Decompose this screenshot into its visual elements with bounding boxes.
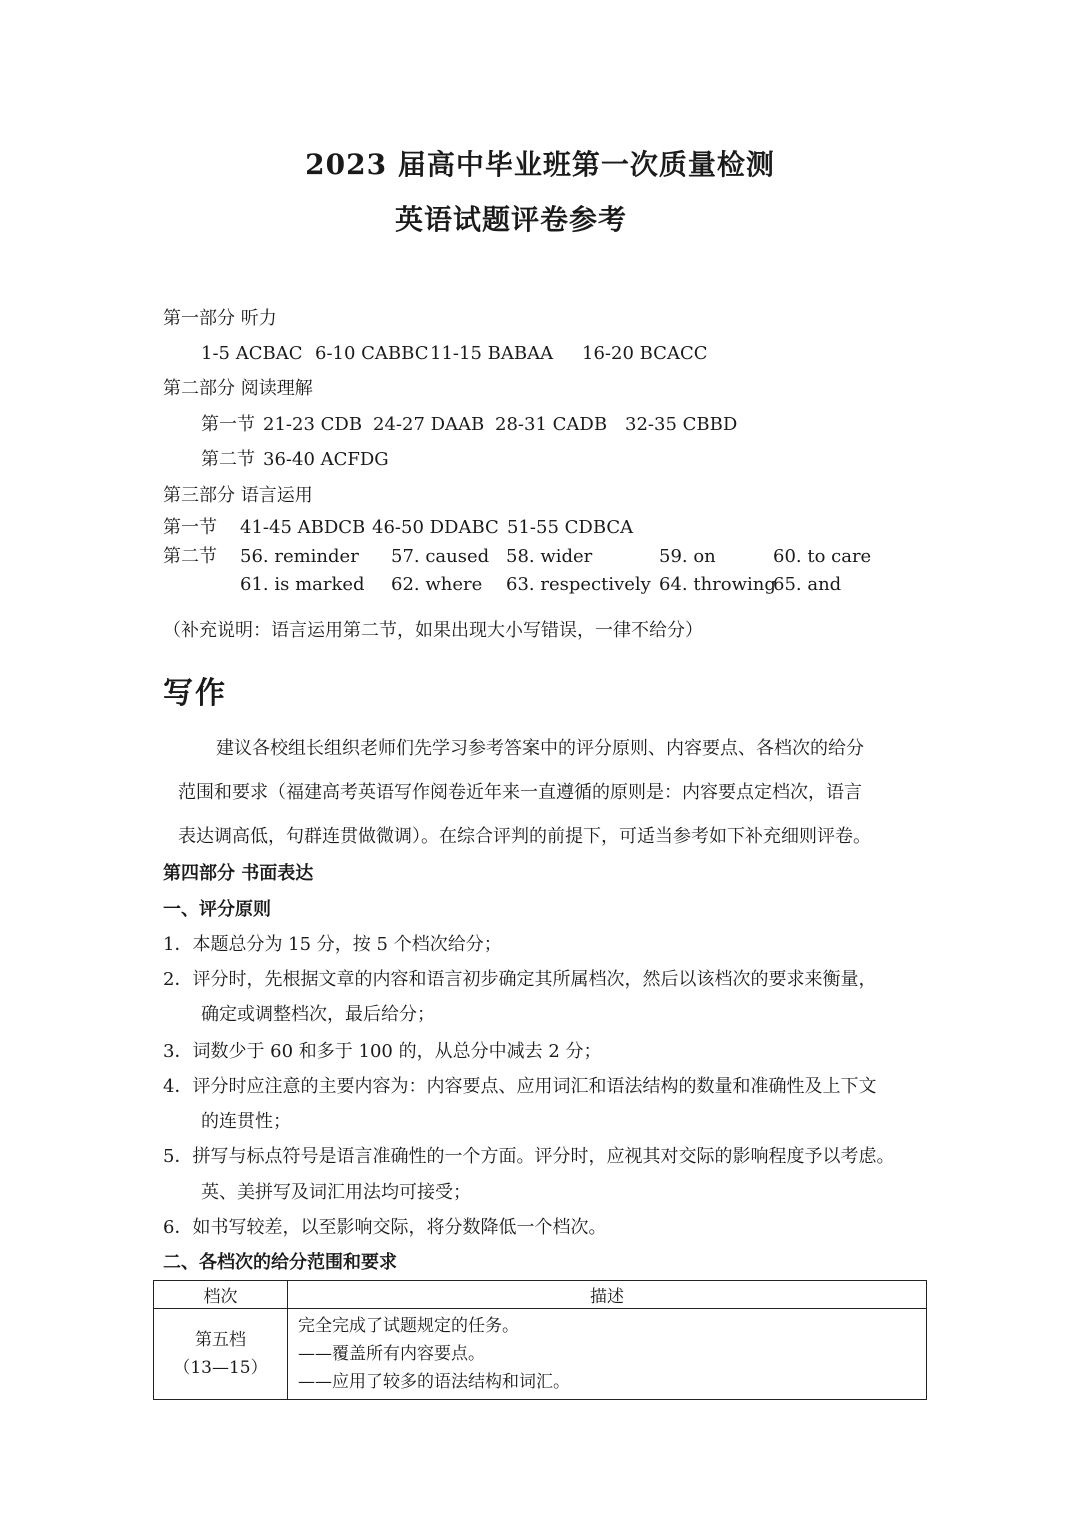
principle-item: 1．本题总分为 15 分，按 5 个档次给分； — [163, 934, 502, 955]
ranges-heading: 二、各档次的给分范围和要求 — [163, 1252, 397, 1273]
desc-line: ——覆盖所有内容要点。 — [298, 1344, 485, 1364]
part3-heading: 第三部分 语言运用 — [163, 485, 313, 506]
part3-answer: 61. is marked — [240, 574, 365, 595]
table-cell-level — [154, 1309, 288, 1400]
principle-item-cont: 的连贯性； — [201, 1111, 291, 1132]
part3-answer: 62. where — [391, 574, 483, 595]
part3-answer: 57. caused — [391, 546, 490, 567]
writing-intro-line: 建议各校组长组织老师们先学习参考答案中的评分原则、内容要点、各档次的给分 — [216, 738, 864, 759]
part2-answer: 32-35 CBBD — [625, 414, 738, 435]
part3-answer: 51-55 CDBCA — [507, 517, 634, 538]
part3-answer: 41-45 ABDCB — [240, 517, 366, 538]
level-range: （13—15） — [173, 1358, 268, 1378]
part1-answer: 1-5 ACBAC — [201, 343, 303, 364]
part1-heading: 第一部分 听力 — [163, 308, 277, 329]
part2-answer: 24-27 DAAB — [373, 414, 485, 435]
principle-item: 2．评分时，先根据文章的内容和语言初步确定其所属档次，然后以该档次的要求来衡量， — [163, 969, 877, 990]
table-header-row — [154, 1281, 927, 1309]
part3-section1-label: 第一节 — [163, 517, 217, 538]
part1-answer: 6-10 CABBC — [315, 343, 429, 364]
part2-answer: 36-40 ACFDG — [263, 449, 389, 470]
part3-section2-label: 第二节 — [163, 546, 217, 567]
doc-subtitle: 英语试题评卷参考 — [394, 203, 627, 236]
table-header-level: 档次 — [154, 1281, 288, 1309]
writing-intro-line: 表达调高低，句群连贯做微调）。在综合评判的前提下，可适当参考如下补充细则评卷。 — [178, 826, 871, 847]
part3-answer: 56. reminder — [240, 546, 359, 567]
table-header-desc: 描述 — [288, 1281, 927, 1309]
part1-answer: 16-20 BCACC — [582, 343, 708, 364]
part4-heading: 第四部分 书面表达 — [163, 863, 314, 884]
level-name: 第五档 — [195, 1330, 246, 1350]
part3-answer: 46-50 DDABC — [372, 517, 499, 538]
writing-heading: 写作 — [163, 676, 227, 711]
part2-section2-label: 第二节 — [201, 449, 255, 470]
principle-item: 4．评分时应注意的主要内容为：内容要点、应用词汇和语法结构的数量和准确性及上下文 — [163, 1076, 877, 1097]
part3-answer: 58. wider — [506, 546, 593, 567]
part1-answer: 11-15 BABAA — [430, 343, 554, 364]
principle-item-cont: 确定或调整档次，最后给分； — [201, 1004, 435, 1025]
desc-line: 完全完成了试题规定的任务。 — [298, 1316, 519, 1336]
principle-item: 3．词数少于 60 和多于 100 的，从总分中减去 2 分； — [163, 1041, 602, 1062]
principles-heading: 一、评分原则 — [163, 899, 271, 920]
principle-item: 6．如书写较差，以至影响交际，将分数降低一个档次。 — [163, 1217, 607, 1238]
part2-section1-label: 第一节 — [201, 414, 255, 435]
part2-answer: 28-31 CADB — [495, 414, 608, 435]
part3-note: （补充说明：语言运用第二节，如果出现大小写错误，一律不给分） — [163, 620, 703, 641]
part3-answer: 63. respectively — [506, 574, 651, 595]
writing-intro-line: 范围和要求（福建高考英语写作阅卷近年来一直遵循的原则是：内容要点定档次，语言 — [178, 782, 862, 803]
part3-answer: 64. throwing — [659, 574, 776, 595]
part2-heading: 第二部分 阅读理解 — [163, 378, 313, 399]
principle-item: 5．拼写与标点符号是语言准确性的一个方面。评分时，应视其对交际的影响程度予以考虑。 — [163, 1146, 895, 1167]
part3-answer: 65. and — [773, 574, 842, 595]
principle-item-cont: 英、美拼写及词汇用法均可接受； — [201, 1182, 471, 1203]
part3-answer: 60. to care — [773, 546, 872, 567]
table-cell-desc — [288, 1309, 927, 1400]
doc-title: 2023 届高中毕业班第一次质量检测 — [305, 148, 775, 181]
grading-table — [153, 1280, 927, 1400]
part2-answer: 21-23 CDB — [263, 414, 363, 435]
table-row — [154, 1309, 927, 1400]
part3-answer: 59. on — [659, 546, 716, 567]
desc-line: ——应用了较多的语法结构和词汇。 — [298, 1372, 570, 1392]
